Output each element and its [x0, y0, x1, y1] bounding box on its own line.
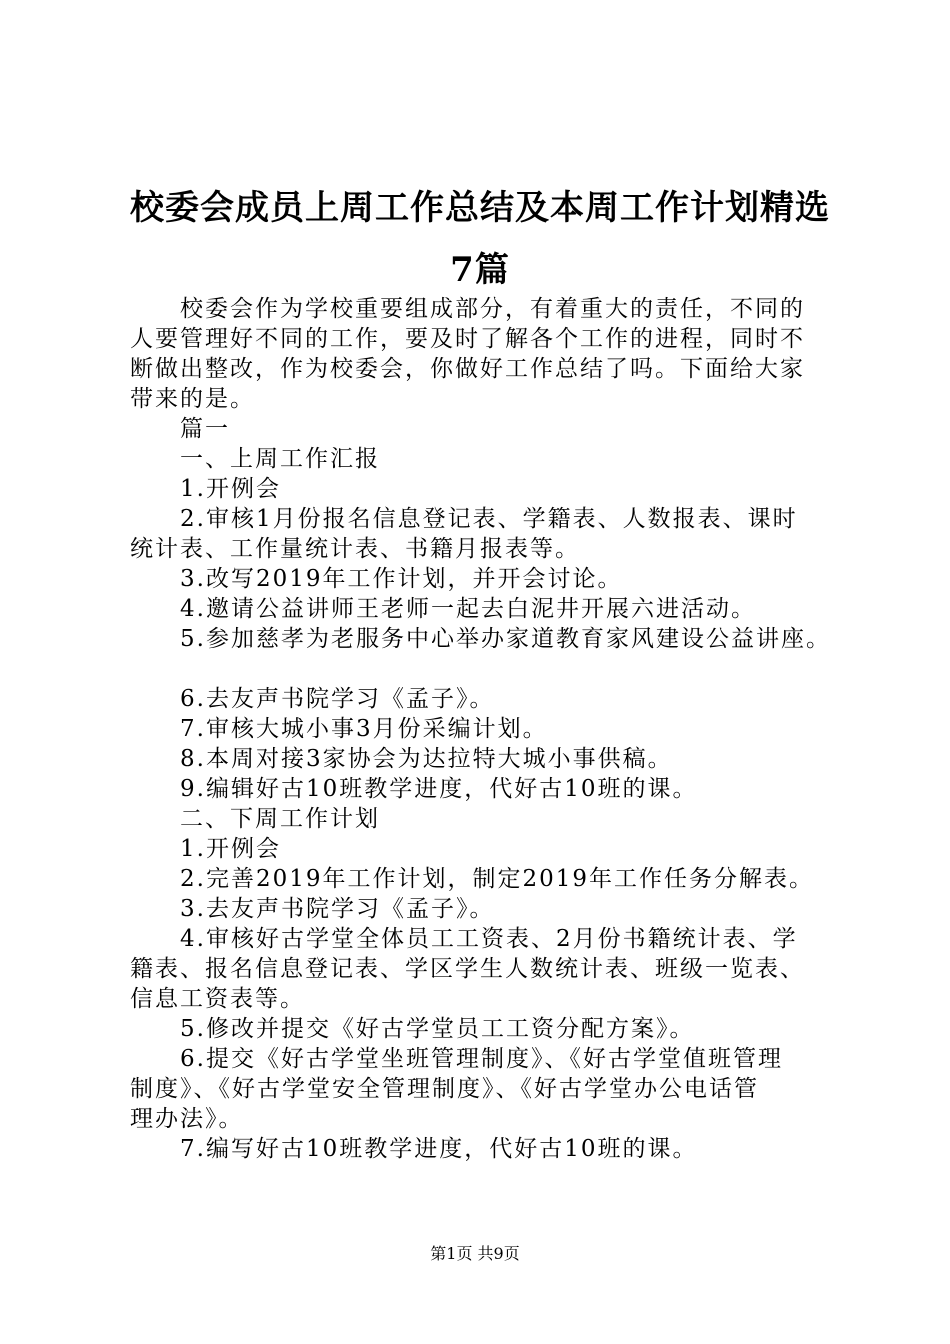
- section-1-heading: 一、上周工作汇报: [180, 446, 380, 472]
- intro-line-3: 断做出整改，作为校委会，你做好工作总结了吗。下面给大家: [130, 356, 805, 382]
- section-1-item: 9.编辑好古10班教学进度，代好古10班的课。: [180, 776, 698, 802]
- section-1-item: 3.改写2019年工作计划，并开会讨论。: [180, 566, 623, 592]
- section-2-item-continuation: 理办法》。: [130, 1106, 244, 1132]
- section-2-item: 1.开例会: [180, 836, 281, 862]
- section-2-item: 2.完善2019年工作计划，制定2019年工作任务分解表。: [180, 866, 815, 892]
- section-2-item: 3.去友声书院学习《孟子》。: [180, 896, 495, 922]
- section-1-item: 2.审核1月份报名信息登记表、学籍表、人数报表、课时: [180, 506, 798, 532]
- section-1-item: 4.邀请公益讲师王老师一起去白泥井开展六进活动。: [180, 596, 756, 622]
- section-1-item-continuation: 统计表、工作量统计表、书籍月报表等。: [130, 536, 580, 562]
- section-2-item-continuation: 信息工资表等。: [130, 986, 305, 1012]
- section-2-item-continuation: 制度》、《好古学堂安全管理制度》、《好古学堂办公电话管: [130, 1076, 759, 1102]
- section-1-item: 7.审核大城小事3月份采编计划。: [180, 716, 548, 742]
- section-2-heading: 二、下周工作计划: [180, 806, 380, 832]
- section-2-item: 6.提交《好古学堂坐班管理制度》、《好古学堂值班管理: [180, 1046, 783, 1072]
- section-1-item: 1.开例会: [180, 476, 281, 502]
- document-title-line-2: 7篇: [450, 250, 510, 290]
- blank-line: [130, 654, 835, 684]
- section-2-item: 7.编写好古10班教学进度，代好古10班的课。: [180, 1136, 698, 1162]
- section-1-item: 6.去友声书院学习《孟子》。: [180, 686, 495, 712]
- section-2-item: 5.修改并提交《好古学堂员工工资分配方案》。: [180, 1016, 695, 1042]
- intro-line-2: 人要管理好不同的工作，要及时了解各个工作的进程，同时不: [130, 326, 805, 352]
- section-1-item: 8.本周对接3家协会为达拉特大城小事供稿。: [180, 746, 673, 772]
- intro-line-4: 带来的是。: [130, 386, 255, 412]
- page-footer: 第1页 共9页: [430, 1244, 520, 1263]
- intro-line-1: 校委会作为学校重要组成部分，有着重大的责任，不同的: [180, 296, 805, 322]
- section-2-item: 4.审核好古学堂全体员工工资表、2月份书籍统计表、学: [180, 926, 798, 952]
- document-title-line-1: 校委会成员上周工作总结及本周工作计划精选: [130, 188, 830, 228]
- section-1-item: 5.参加慈孝为老服务中心举办家道教育家风建设公益讲座。: [180, 626, 831, 652]
- part-heading: 篇一: [180, 416, 230, 442]
- section-2-item-continuation: 籍表、报名信息登记表、学区学生人数统计表、班级一览表、: [130, 956, 805, 982]
- document-body: [130, 294, 835, 1164]
